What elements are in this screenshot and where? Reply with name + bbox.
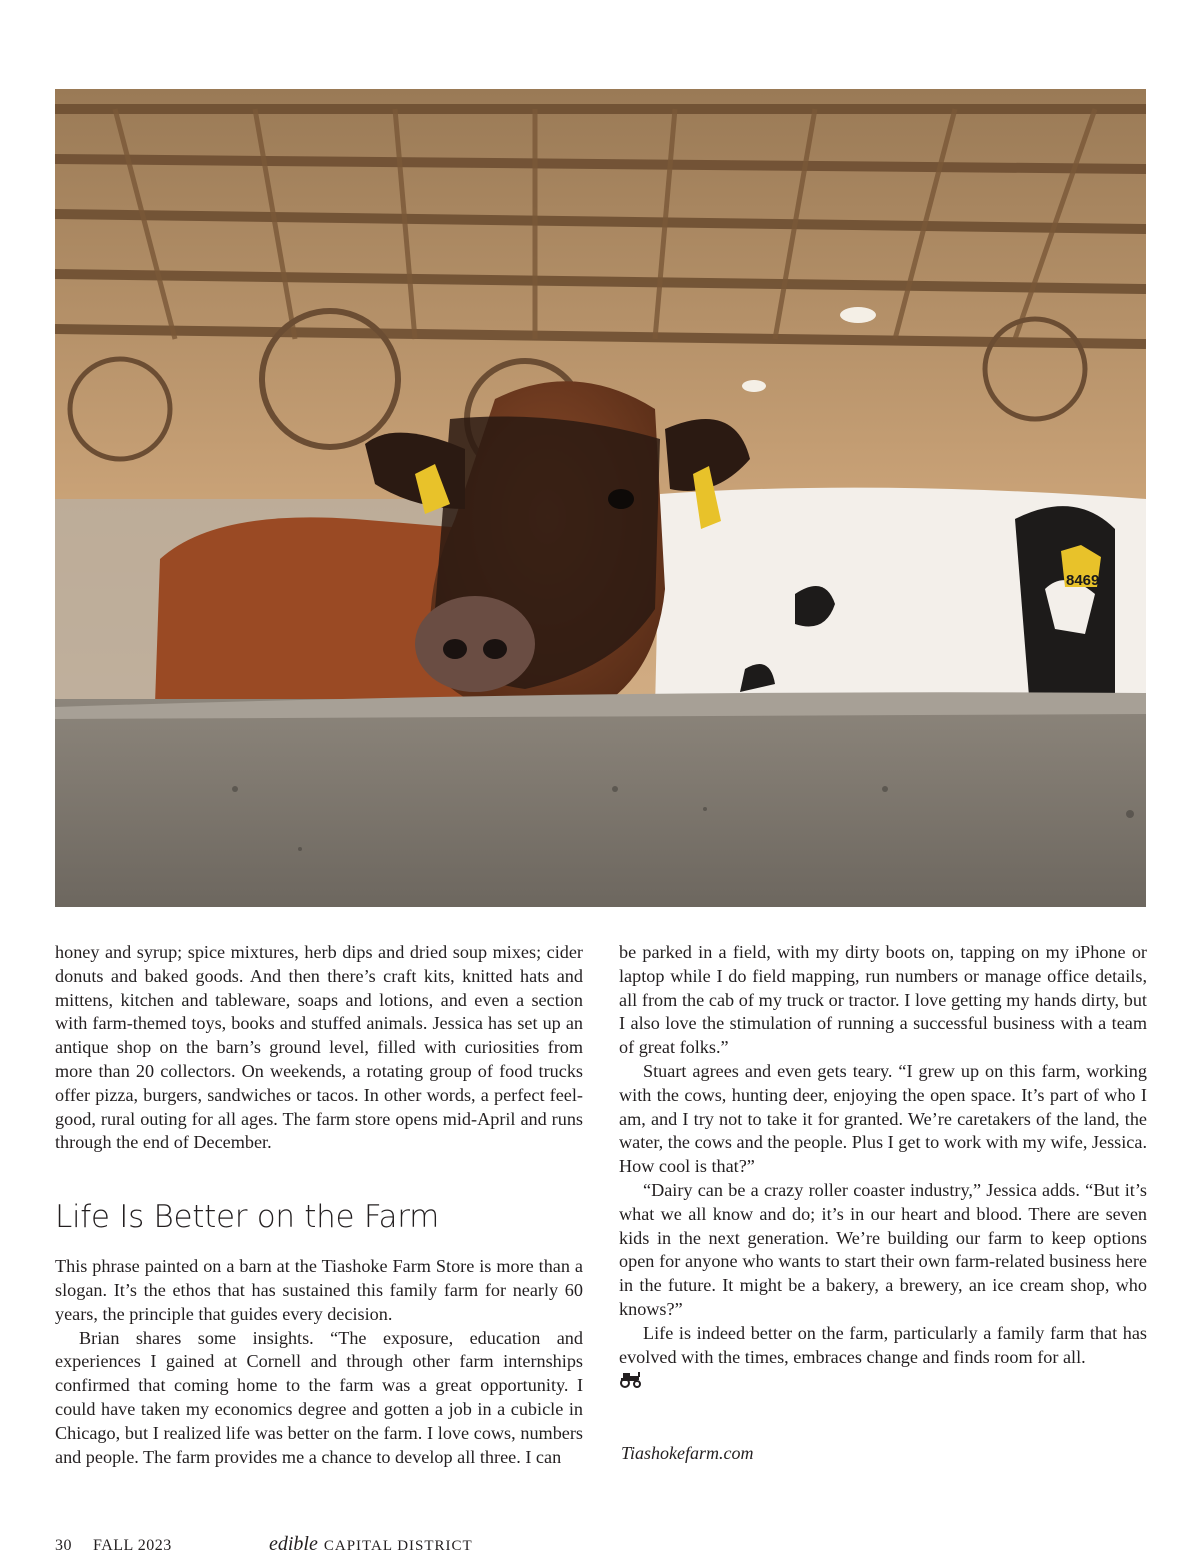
page-footer [55, 1533, 473, 1556]
website-link[interactable]: Tiashokefarm.com [621, 1443, 754, 1463]
cow-photo-illustration [55, 89, 1146, 907]
page-number: 30 [55, 1537, 72, 1554]
tractor-icon [619, 1370, 643, 1388]
body-paragraph: “Dairy can be a crazy roller coaster industry,” Jessica adds. “But it’s what we all know and do; it’s in our heart and blood. There are seven kids in the next generation. We’re building our farm to keep options open for anyone who wants to start their own farm-related business here in the future. It might be a bakery, a brewery, an ice cream shop, who knows?” [619, 1179, 1147, 1319]
brand-logo-script: edible [269, 1533, 318, 1555]
right-column [619, 941, 1147, 1393]
ear-tag-number: 8469 [1066, 572, 1100, 589]
issue-date: FALL 2023 [93, 1537, 172, 1554]
body-paragraph: Brian shares some insights. “The exposure, education and experiences I gained at Cornell and through other farm internships confirmed that coming home to the farm was a great opportunity. I could have taken my economics degree and gotten a job in a cubicle in Chicago, but I realized life was better on the farm. I love cows, numbers and people. The farm provides me a chance to develop all three. I can [55, 1327, 583, 1467]
section-heading: Life Is Better on the Farm [55, 1199, 439, 1236]
body-paragraph: honey and syrup; spice mixtures, herb dips and dried soup mixes; cider donuts and baked goods. And then there’s craft kits, knitted hats and mittens, kitchen and tableware, soaps and lotions, and even a section with farm-themed toys, books and stuffed animals. Jessica has set up an antique shop on the barn’s ground level, filled with curiosities from more than 20 collectors. On weekends, a rotating group of food trucks offer pizza, burgers, sandwiches or tacos. In other words, a perfect feel-good, rural outing for all ages. The farm store opens mid-April and runs through the end of December. [55, 942, 583, 1153]
brand-name: CAPITAL DISTRICT [323, 1538, 473, 1554]
body-paragraph: This phrase painted on a barn at the Tiashoke Farm Store is more than a slogan. It’s the ethos that has sustained this family farm for nearly 60 years, the principle that guides every decision. [55, 1256, 583, 1324]
body-paragraph: Stuart agrees and even gets teary. “I grew up on this farm, working with the cows, hunting deer, enjoying the open space. It’s part of who I am, and I try not to take it for granted. We’re caretakers of the land, the water, the cows and the people. Plus I get to work with my wife, Jessica. How cool is that?” [619, 1060, 1147, 1177]
closing-text: Life is indeed better on the farm, particularly a family farm that has evolved with the times, embraces change and finds room for all. [619, 1322, 1147, 1367]
body-paragraph: be parked in a field, with my dirty boots on, tapping on my iPhone or laptop while I do field mapping, run numbers or manage office details, all from the cab of my truck or tractor. I love getting my hands dirty, but I also love the stimulation of running a successful business with a team of great folks.” [619, 942, 1147, 1058]
left-column [55, 941, 583, 1469]
cow-photo [55, 89, 1146, 907]
body-paragraph [619, 1322, 1147, 1370]
